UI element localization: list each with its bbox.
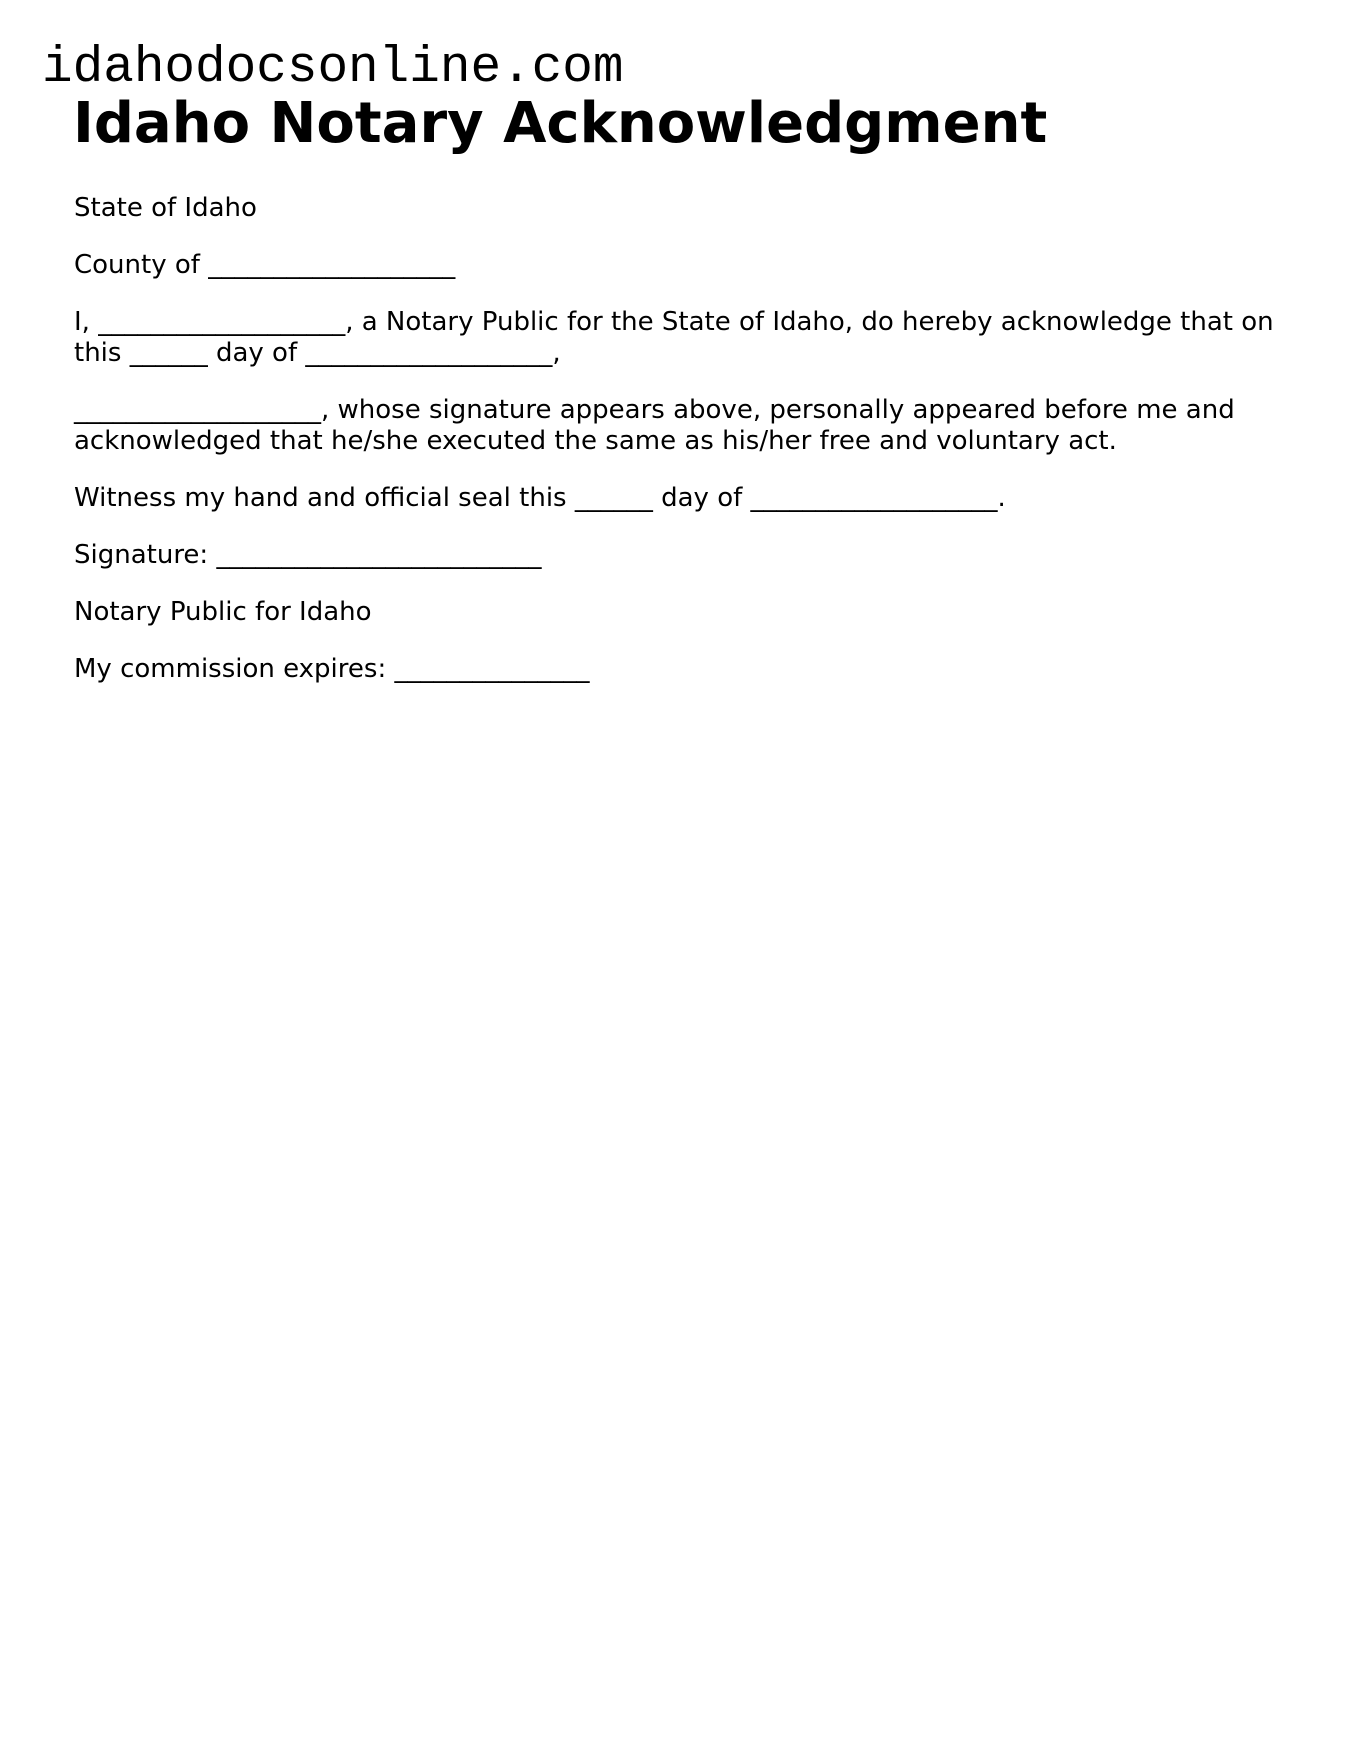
witness-line: Witness my hand and official seal this ______ day of ___________________. <box>74 483 1006 513</box>
document-title: Idaho Notary Acknowledgment <box>73 91 1048 156</box>
signature-line: Signature: _________________________ <box>74 540 542 570</box>
commission-expires-line: My commission expires: _______________ <box>74 654 590 684</box>
county-line: County of ___________________ <box>74 250 456 280</box>
notary-statement: I, ___________________, a Notary Public for the State of Idaho, do hereby acknowledge that on this ______ day of ___________________, <box>74 307 1274 368</box>
appearance-statement: ___________________, whose signature appears above, personally appeared before me and acknowledged that he/she executed the same as his/her free and voluntary act. <box>74 395 1235 456</box>
notary-title-line: Notary Public for Idaho <box>74 597 372 627</box>
site-watermark: idahodocsonline.com <box>42 40 624 97</box>
state-line: State of Idaho <box>74 193 257 223</box>
document-body <box>74 193 1274 711</box>
